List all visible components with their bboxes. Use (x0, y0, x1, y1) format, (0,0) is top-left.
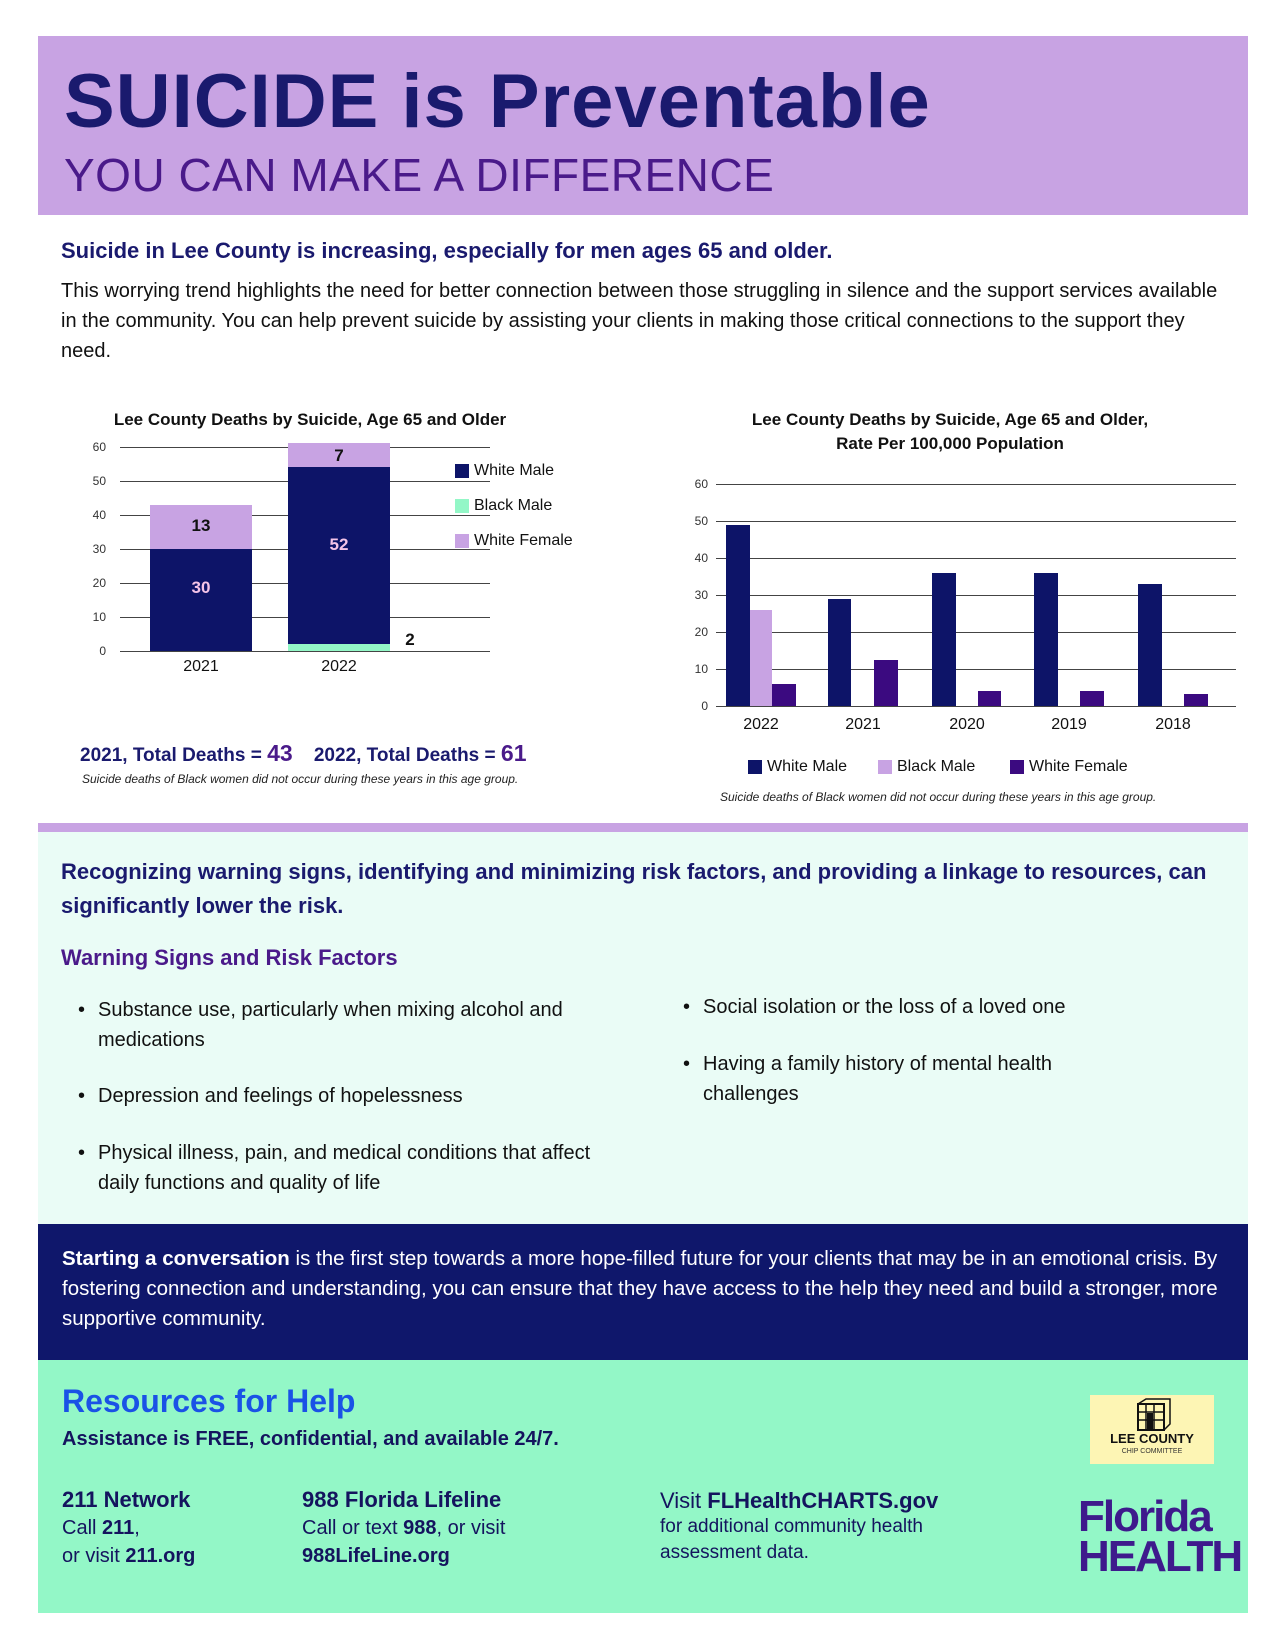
bar-2019-white-female (1080, 691, 1104, 706)
y-tick: 20 (92, 576, 106, 590)
data-label: 7 (334, 446, 344, 465)
legend-white-male: White Male (455, 462, 554, 480)
bar-2022-black-male (288, 644, 390, 651)
page-title: SUICIDE is Preventable (64, 59, 931, 144)
x-label: 2019 (1051, 716, 1087, 733)
y-tick: 0 (99, 644, 106, 658)
link-flhealthcharts[interactable]: FLHealthCHARTS.gov (707, 1488, 939, 1513)
chart-title: Lee County Deaths by Suicide, Age 65 and Older (113, 410, 507, 429)
resource-211: 211 Network Call 211, or visit 211.org (62, 1487, 196, 1567)
resources-title: Resources for Help (62, 1383, 356, 1419)
intro-body: This worrying trend highlights the need for better connection between those struggling in silence and the support services available in the community. You can help prevent suicide by assisting your clients in making those critical connections to the support they need. (61, 280, 1218, 362)
data-label: 30 (191, 578, 211, 597)
y-tick: 60 (92, 440, 106, 454)
legend-black-male: Black Male (455, 497, 552, 515)
intro-lead: Suicide in Lee County is increasing, especially for men ages 65 and older. (61, 238, 833, 263)
page-subtitle: YOU CAN MAKE A DIFFERENCE (64, 149, 775, 201)
risk-lead: Recognizing warning signs, identifying and minimizing risk factors, and providing a linkage to resources, can significantly lower the risk. (61, 859, 1207, 918)
risk-item: • Social isolation or the loss of a loved one (683, 996, 1066, 1018)
x-label: 2022 (321, 658, 357, 675)
x-label: 2021 (845, 716, 881, 733)
y-tick: 10 (92, 610, 106, 624)
conversation-banner (38, 1224, 1248, 1360)
risk-item: • Having a family history of mental health challenges (683, 1053, 1053, 1105)
y-tick: 30 (92, 542, 106, 556)
data-label: 2 (405, 630, 415, 649)
chart-note: Suicide deaths of Black women did not occur during these years in this age group. (720, 790, 1157, 804)
y-tick: 40 (694, 551, 708, 565)
bar-2021-white-male (150, 549, 252, 651)
x-label: 2018 (1155, 716, 1191, 733)
y-tick: 0 (701, 699, 708, 713)
total-deaths: 2021, Total Deaths = 43 2022, Total Deaths = 61 (80, 740, 527, 766)
y-tick: 40 (92, 508, 106, 522)
legend-white-female: White Female (455, 532, 573, 550)
bar-2022-black-male (750, 610, 772, 706)
risk-item: • Depression and feelings of hopelessness (78, 1085, 463, 1107)
chart-note: Suicide deaths of Black women did not occur during these years in this age group. (82, 772, 519, 786)
x-label: 2020 (949, 716, 985, 733)
building-icon (1132, 1398, 1172, 1432)
y-tick: 30 (694, 588, 708, 602)
header-banner (38, 36, 1248, 215)
risk-item: • Substance use, particularly when mixing alcohol and medications (78, 999, 563, 1051)
bar-2018-white-male (1138, 584, 1162, 706)
y-tick: 10 (694, 662, 708, 676)
bar-2018-white-female (1184, 694, 1208, 706)
bar-2022-white-male (726, 525, 750, 706)
x-label: 2022 (743, 716, 779, 733)
bar-2020-white-female (978, 691, 1001, 706)
legend-black-male: Black Male (878, 758, 975, 776)
florida-health-logo: Florida HEALTH (1078, 1492, 1242, 1581)
bar-2020-white-male (932, 573, 956, 706)
y-tick: 20 (694, 625, 708, 639)
risk-title: Warning Signs and Risk Factors (61, 945, 398, 970)
chart-title-line2: Rate Per 100,000 Population (836, 434, 1064, 453)
chart-death-rate (660, 400, 1240, 820)
risk-item: • Physical illness, pain, and medical conditions that affect daily functions and quality of life (78, 1142, 591, 1194)
bar-2019-white-male (1034, 573, 1058, 706)
legend-white-male: White Male (748, 758, 847, 776)
resource-988: 988 Florida Lifeline Call or text 988, or visit 988LifeLine.org (302, 1487, 506, 1567)
conversation-text: Starting a conversation is the first step towards a more hope-filled future for your clients that may be in an emotional crisis. By fostering connection and understanding, you can ensure that they have access to the help they need and build a stronger, more supportive community. (62, 1247, 1218, 1330)
bar-2021-white-male (828, 599, 851, 706)
lee-county-chip-logo: LEE COUNTY CHIP COMMITTEE (1090, 1395, 1214, 1464)
resources-subtitle: Assistance is FREE, confidential, and available 24/7. (62, 1428, 559, 1450)
link-211-org[interactable]: 211.org (125, 1545, 196, 1567)
y-tick: 50 (694, 514, 708, 528)
chart-deaths-count (60, 400, 620, 720)
data-label: 52 (329, 535, 349, 554)
resource-flhealthcharts: Visit FLHealthCHARTS.gov for additional community health assessment data. (660, 1488, 939, 1563)
bar-2022-white-female (772, 684, 796, 706)
y-tick: 60 (694, 477, 708, 491)
data-label: 13 (191, 516, 211, 535)
y-tick: 50 (92, 474, 106, 488)
chart-title: Lee County Deaths by Suicide, Age 65 and Older, (751, 410, 1149, 429)
x-label: 2021 (183, 658, 219, 675)
bar-2022-white-male (288, 467, 390, 644)
legend-white-female: White Female (1010, 758, 1128, 776)
bar-2021-white-female (874, 660, 898, 706)
link-988lifeline[interactable]: 988LifeLine.org (302, 1545, 450, 1567)
